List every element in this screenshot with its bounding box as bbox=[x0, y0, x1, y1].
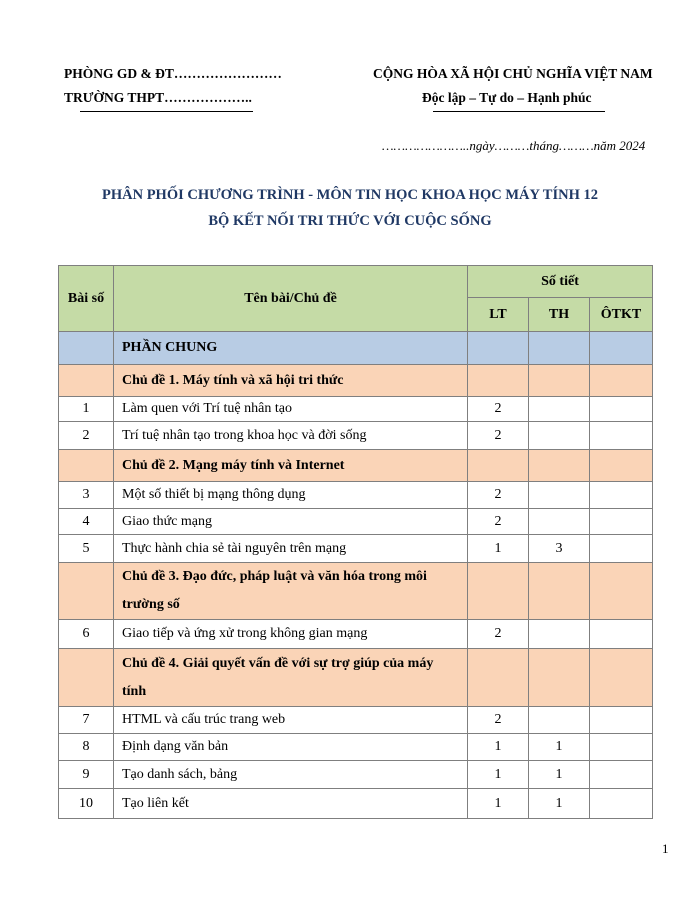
lesson-row bbox=[59, 482, 653, 509]
col-header-lt: LT bbox=[468, 298, 529, 332]
topic-row bbox=[59, 649, 653, 707]
lesson-th bbox=[529, 397, 590, 422]
topic-row bbox=[59, 365, 653, 397]
lesson-name: Thực hành chia sẻ tài nguyên trên mạng bbox=[114, 535, 468, 563]
lesson-row bbox=[59, 734, 653, 761]
lesson-lt: 2 bbox=[468, 422, 529, 450]
lesson-lt: 1 bbox=[468, 535, 529, 563]
topic-title: Chủ đề 3. Đạo đức, pháp luật và văn hóa trong môi trường số bbox=[114, 563, 468, 620]
topic-title: Chủ đề 1. Máy tính và xã hội tri thức bbox=[114, 365, 468, 397]
lesson-otkt bbox=[590, 422, 653, 450]
lesson-lt: 1 bbox=[468, 789, 529, 819]
department-label: PHÒNG GD & ĐT…………………… bbox=[64, 66, 282, 81]
lesson-no: 7 bbox=[59, 707, 114, 734]
school-label: TRƯỜNG THPT……………….. bbox=[64, 90, 252, 105]
lesson-name: HTML và cấu trúc trang web bbox=[114, 707, 468, 734]
lesson-th: 1 bbox=[529, 734, 590, 761]
lesson-row bbox=[59, 620, 653, 649]
motto-label: Độc lập – Tự do – Hạnh phúc bbox=[422, 90, 592, 105]
document-subtitle: BỘ KẾT NỐI TRI THỨC VỚI CUỘC SỐNG bbox=[208, 213, 492, 229]
lesson-lt: 2 bbox=[468, 482, 529, 509]
lesson-otkt bbox=[590, 509, 653, 535]
page-number: 1 bbox=[662, 841, 669, 856]
lesson-th: 3 bbox=[529, 535, 590, 563]
lesson-row bbox=[59, 509, 653, 535]
lesson-row bbox=[59, 789, 653, 819]
topic-row bbox=[59, 563, 653, 620]
lesson-th bbox=[529, 482, 590, 509]
lesson-th: 1 bbox=[529, 789, 590, 819]
lesson-no: 4 bbox=[59, 509, 114, 535]
lesson-no: 10 bbox=[59, 789, 114, 819]
lesson-row bbox=[59, 707, 653, 734]
lesson-no: 9 bbox=[59, 761, 114, 789]
document-title: PHÂN PHỐI CHƯƠNG TRÌNH - MÔN TIN HỌC KHOA HỌC MÁY TÍNH 12 bbox=[102, 187, 598, 203]
lesson-name: Định dạng văn bản bbox=[114, 734, 468, 761]
lesson-th bbox=[529, 707, 590, 734]
col-header-otkt: ÔTKT bbox=[590, 298, 653, 332]
lesson-otkt bbox=[590, 482, 653, 509]
lesson-lt: 2 bbox=[468, 397, 529, 422]
lesson-name: Tạo danh sách, bảng bbox=[114, 761, 468, 789]
lesson-otkt bbox=[590, 789, 653, 819]
lesson-lt: 1 bbox=[468, 734, 529, 761]
lesson-name: Một số thiết bị mạng thông dụng bbox=[114, 482, 468, 509]
topic-title: Chủ đề 4. Giải quyết vấn đề với sự trợ giúp của máy tính bbox=[114, 649, 468, 707]
col-header-no: Bài số bbox=[59, 266, 114, 332]
school-underline bbox=[80, 111, 253, 112]
nation-label: CỘNG HÒA XÃ HỘI CHỦ NGHĨA VIỆT NAM bbox=[373, 66, 653, 81]
section-row bbox=[59, 332, 653, 365]
lesson-name: Giao thức mạng bbox=[114, 509, 468, 535]
lesson-otkt bbox=[590, 397, 653, 422]
lesson-lt: 2 bbox=[468, 509, 529, 535]
lesson-no: 8 bbox=[59, 734, 114, 761]
lesson-name: Tạo liên kết bbox=[114, 789, 468, 819]
lesson-name: Giao tiếp và ứng xử trong không gian mạng bbox=[114, 620, 468, 649]
program-table bbox=[58, 265, 653, 819]
lesson-lt: 2 bbox=[468, 707, 529, 734]
col-header-name: Tên bài/Chủ đề bbox=[114, 266, 468, 332]
lesson-no: 6 bbox=[59, 620, 114, 649]
lesson-otkt bbox=[590, 707, 653, 734]
lesson-otkt bbox=[590, 734, 653, 761]
lesson-th bbox=[529, 620, 590, 649]
lesson-th bbox=[529, 422, 590, 450]
lesson-row bbox=[59, 422, 653, 450]
lesson-lt: 1 bbox=[468, 761, 529, 789]
header-row bbox=[59, 266, 653, 298]
date-line: …………………..ngày………tháng………năm 2024 bbox=[382, 138, 646, 153]
section-title: PHẦN CHUNG bbox=[114, 332, 468, 365]
col-header-th: TH bbox=[529, 298, 590, 332]
lesson-th: 1 bbox=[529, 761, 590, 789]
lesson-otkt bbox=[590, 761, 653, 789]
lesson-name: Làm quen với Trí tuệ nhân tạo bbox=[114, 397, 468, 422]
lesson-row bbox=[59, 535, 653, 563]
lesson-row bbox=[59, 397, 653, 422]
lesson-no: 3 bbox=[59, 482, 114, 509]
lesson-otkt bbox=[590, 535, 653, 563]
lesson-otkt bbox=[590, 620, 653, 649]
lesson-th bbox=[529, 509, 590, 535]
lesson-row bbox=[59, 761, 653, 789]
lesson-name: Trí tuệ nhân tạo trong khoa học và đời sống bbox=[114, 422, 468, 450]
lesson-no: 5 bbox=[59, 535, 114, 563]
motto-underline bbox=[433, 111, 605, 112]
lesson-no: 1 bbox=[59, 397, 114, 422]
topic-row bbox=[59, 450, 653, 482]
col-header-periods: Số tiết bbox=[468, 266, 653, 298]
lesson-no: 2 bbox=[59, 422, 114, 450]
lesson-lt: 2 bbox=[468, 620, 529, 649]
topic-title: Chủ đề 2. Mạng máy tính và Internet bbox=[114, 450, 468, 482]
